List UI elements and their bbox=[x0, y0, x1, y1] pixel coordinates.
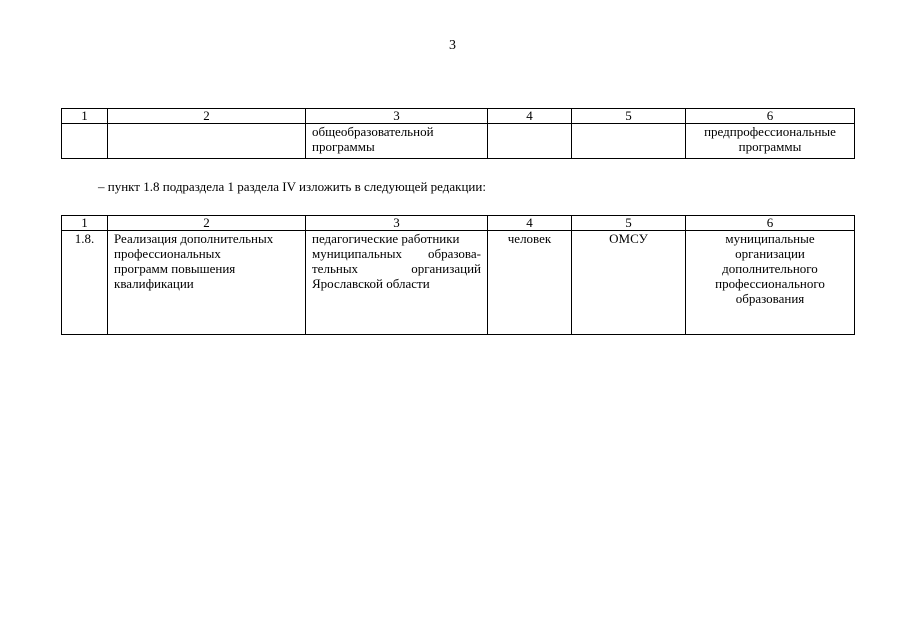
cell-unit: человек bbox=[488, 231, 572, 335]
cell-text-line: программы bbox=[312, 139, 375, 154]
header-cell-3: 3 bbox=[306, 109, 488, 124]
header-cell-5: 5 bbox=[572, 109, 686, 124]
cell-text-line: квалификации bbox=[114, 276, 194, 291]
cell-name bbox=[108, 231, 306, 335]
header-cell-5: 5 bbox=[572, 216, 686, 231]
cell-name bbox=[108, 124, 306, 159]
header-cell-4: 4 bbox=[488, 109, 572, 124]
header-cell-1: 1 bbox=[62, 109, 108, 124]
cell-organization bbox=[686, 124, 855, 159]
header-cell-2: 2 bbox=[108, 216, 306, 231]
cell-unit bbox=[488, 124, 572, 159]
header-cell-3: 3 bbox=[306, 216, 488, 231]
cell-text-line: профессиональных bbox=[114, 246, 221, 261]
header-cell-1: 1 bbox=[62, 216, 108, 231]
cell-text-line: тельных организаций bbox=[312, 261, 481, 276]
cell-text-line: Ярославской области bbox=[312, 276, 430, 291]
cell-text-line: образования bbox=[735, 291, 805, 306]
table-item-1-8 bbox=[61, 215, 855, 335]
cell-text-line: программ повышения bbox=[114, 261, 236, 276]
header-cell-2: 2 bbox=[108, 109, 306, 124]
cell-text-line: дополнительного bbox=[722, 261, 818, 276]
cell-text-line: предпрофессиональные bbox=[704, 124, 836, 139]
table-continuation bbox=[61, 108, 855, 159]
header-cell-6: 6 bbox=[686, 216, 855, 231]
cell-number bbox=[62, 124, 108, 159]
cell-category bbox=[306, 231, 488, 335]
cell-responsible bbox=[572, 124, 686, 159]
cell-text-line: Реализация дополнительных bbox=[114, 231, 274, 246]
table-header-row bbox=[62, 109, 855, 124]
table-header-row bbox=[62, 216, 855, 231]
cell-organization bbox=[686, 231, 855, 335]
page-number: 3 bbox=[449, 38, 456, 53]
header-cell-6: 6 bbox=[686, 109, 855, 124]
cell-text-line: педагогические работники bbox=[312, 231, 460, 246]
cell-text-line: профессионального bbox=[715, 276, 825, 291]
cell-text-line: общеобразовательной bbox=[312, 124, 434, 139]
table-row bbox=[62, 124, 855, 159]
cell-text-line: муниципальных образова- bbox=[312, 246, 481, 261]
instruction-paragraph: – пункт 1.8 подраздела 1 раздела IV изложить в следующей редакции: bbox=[98, 179, 486, 194]
cell-category bbox=[306, 124, 488, 159]
cell-responsible: ОМСУ bbox=[572, 231, 686, 335]
cell-text-line: программы bbox=[738, 139, 802, 154]
cell-number: 1.8. bbox=[62, 231, 108, 335]
cell-text-line: муниципальные bbox=[725, 231, 815, 246]
cell-text-line: организации bbox=[735, 246, 805, 261]
table-row bbox=[62, 231, 855, 335]
header-cell-4: 4 bbox=[488, 216, 572, 231]
